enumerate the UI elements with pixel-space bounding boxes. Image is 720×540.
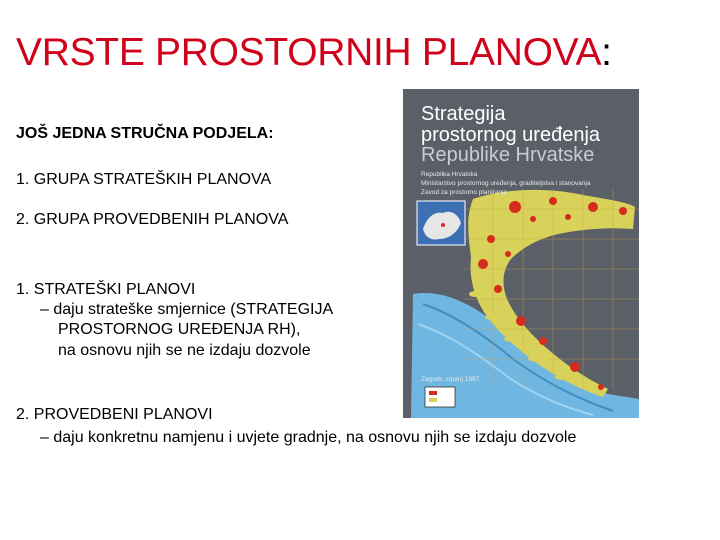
cover-title-line1: Strategija [421, 103, 506, 125]
strategy-cover-image [403, 89, 639, 418]
slide-title [16, 30, 612, 77]
cover-title-line3: Republike Hrvatske [421, 144, 595, 166]
cover-title-line2: prostornog uređenja [421, 124, 601, 146]
strategic-plans-desc-2: PROSTORNOG UREĐENJA RH), [58, 321, 301, 338]
strategic-plans-desc-1: – daju strateške smjernice (STRATEGIJA [40, 301, 334, 318]
strategic-plans-desc-3: na osnovu njih se ne izdaju dozvole [58, 342, 311, 359]
cover-date: Zagreb, srpanj 1997. [421, 376, 481, 383]
strategic-plans-heading: 1. STRATEŠKI PLANOVI [16, 281, 196, 298]
list-item-implementation-group: 2. GRUPA PROVEDBENIH PLANOVA [16, 211, 289, 228]
slide-title-colon: : [601, 31, 612, 74]
cover-publisher-2: Ministarstvo prostornog uređenja, graditeljstva i stanovanja [421, 180, 591, 187]
cover-publisher-3: Zavod za prostorno planiranje [421, 189, 507, 196]
slide-title-text: VRSTE PROSTORNIH PLANOVA [16, 31, 602, 74]
implementation-plans-heading: 2. PROVEDBENI PLANOVI [16, 406, 213, 423]
cover-publisher-1: Republika Hrvatska [421, 171, 478, 178]
list-item-strategic-group: 1. GRUPA STRATEŠKIH PLANOVA [16, 171, 272, 188]
subheading: JOŠ JEDNA STRUČNA PODJELA: [16, 125, 274, 142]
implementation-plans-desc: – daju konkretnu namjenu i uvjete gradnje, na osnovu njih se izdaju dozvole [40, 429, 577, 446]
